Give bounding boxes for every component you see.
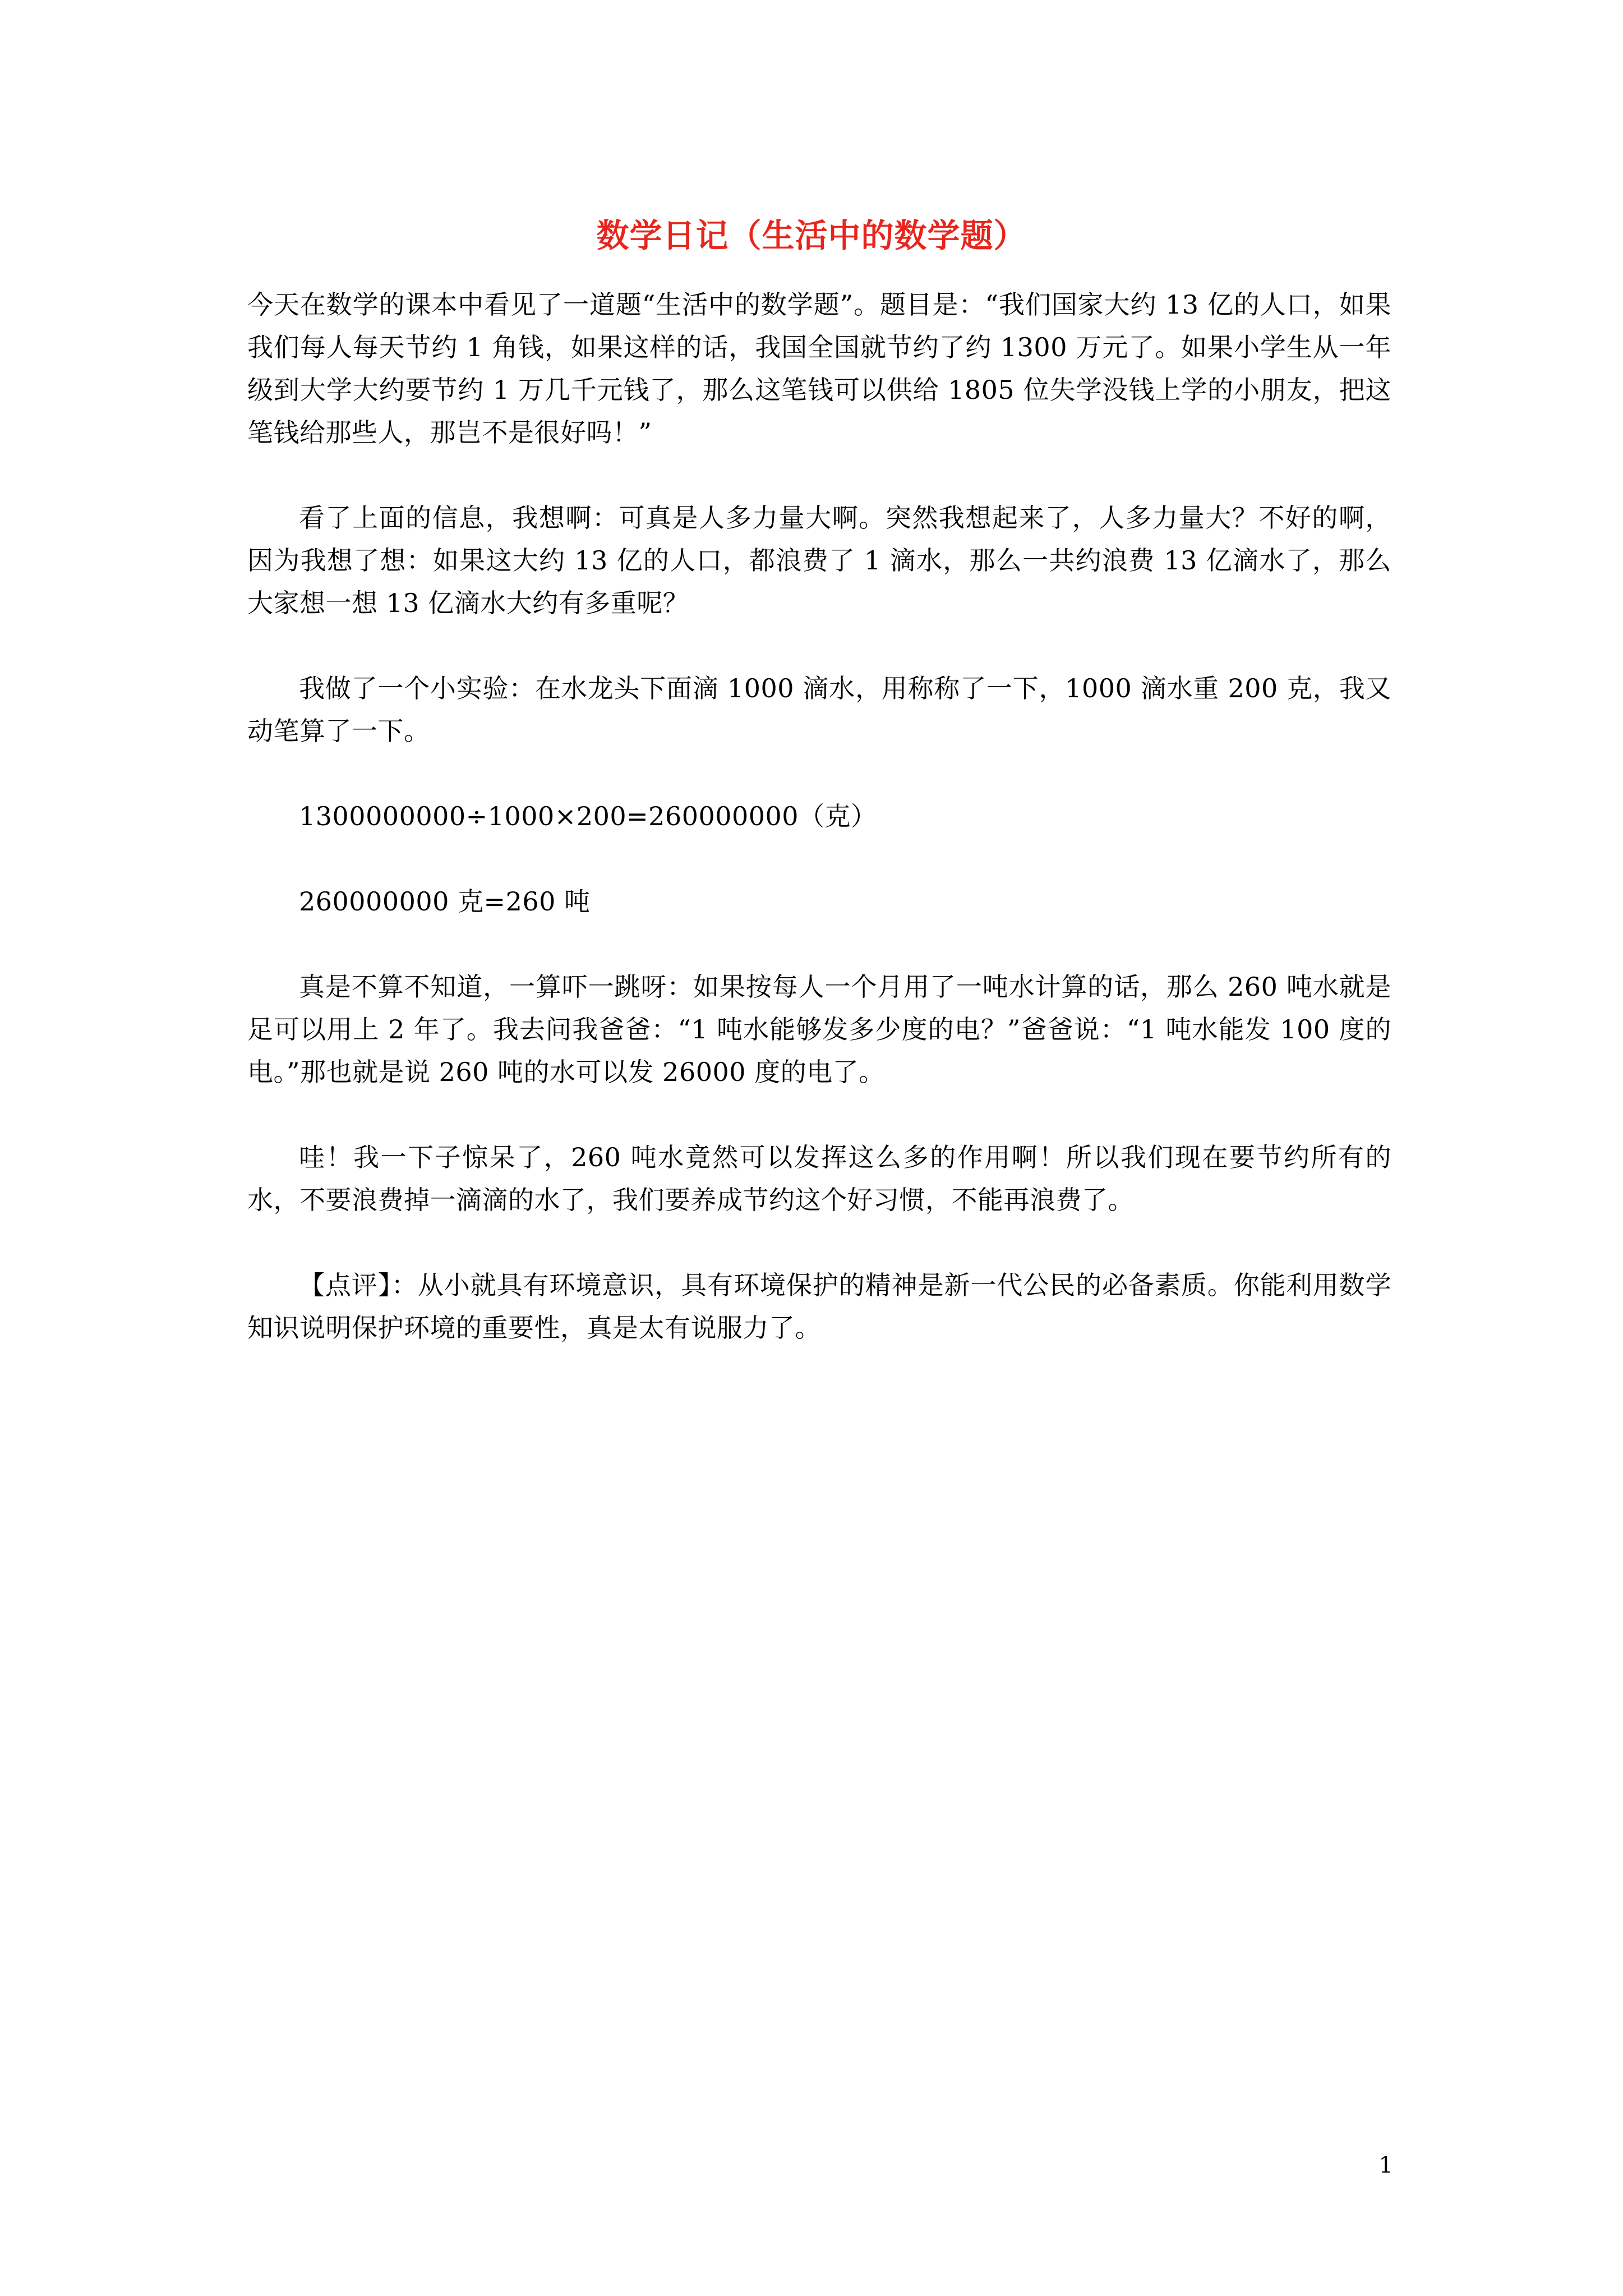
document-title: 数学日记（生活中的数学题）: [596, 217, 1027, 255]
paragraph-gap: [247, 923, 1391, 965]
paragraph-conclusion: 哇！我一下子惊呆了，260 吨水竟然可以发挥这么多的作用啊！所以我们现在要节约所有的水，不要浪费掉一滴滴的水了，我们要养成节约这个好习惯，不能再浪费了。: [247, 1142, 1391, 1215]
paragraph-reflection: 看了上面的信息，我想啊：可真是人多力量大啊。突然我想起来了，人多力量大？不好的啊，因为我想了想：如果这大约 13 亿的人口，都浪费了 1 滴水，那么一共约浪费 13 亿滴水了，那么大家想一想 13 亿滴水大约有多重呢？: [247, 503, 1391, 618]
calculation-line-2: 260000000 克=260 吨: [299, 886, 591, 917]
paragraph-gap: [247, 1093, 1391, 1136]
paragraph-gap: [247, 624, 1391, 667]
paragraph-comment: 【点评】：从小就具有环境意识，具有环境保护的精神是新一代公民的必备素质。你能利用数学知识说明保护环境的重要性，真是太有说服力了。: [247, 1270, 1391, 1343]
paragraph-gap: [247, 752, 1391, 795]
paragraph-gap: [247, 454, 1391, 496]
paragraph-gap: [247, 1221, 1391, 1264]
paragraph-intro: 今天在数学的课本中看见了一道题“生活中的数学题”。题目是：“我们国家大约 13 亿的人口，如果我们每人每天节约 1 角钱，如果这样的话，我国全国就节约了约 1300 万元了。如果小学生从一年级到大学大约要节约 1 万几千元钱了，那么这笔钱可以供给 1805 位失学没钱上学的小朋友，把这笔钱给那些人，那岂不是很好吗！”: [247, 289, 1391, 448]
paragraph-surprise: 真是不算不知道，一算吓一跳呀：如果按每人一个月用了一吨水计算的话，那么 260 吨水就是足可以用上 2 年了。我去问我爸爸：“1 吨水能够发多少度的电？”爸爸说：“1 吨水能发 100 度的电。”那也就是说 260 吨的水可以发 26000 度的电了。: [247, 972, 1391, 1087]
document-body: [247, 283, 1391, 1349]
paragraph-gap: [247, 838, 1391, 880]
paragraph-experiment: 我做了一个小实验：在水龙头下面滴 1000 滴水，用称称了一下，1000 滴水重 200 克，我又动笔算了一下。: [247, 673, 1391, 746]
calculation-line-1: 1300000000÷1000×200=260000000（克）: [299, 801, 877, 831]
page-number: 1: [1378, 2152, 1393, 2178]
